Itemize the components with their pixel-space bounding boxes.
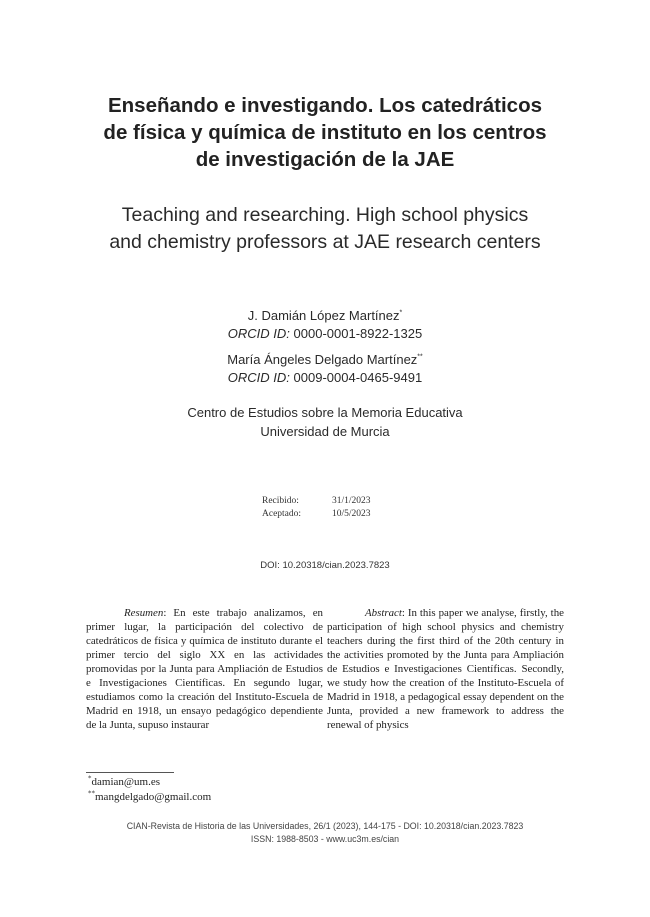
abstract-column	[327, 607, 564, 733]
abstract-paragraph	[327, 607, 564, 733]
footnote-divider	[86, 772, 174, 773]
author-footnote-mark: **	[417, 353, 423, 361]
received-date: 31/1/2023	[332, 496, 371, 506]
title-spanish-line: de investigación de la JAE	[195, 148, 455, 171]
submission-dates	[262, 495, 371, 520]
orcid-label: ORCID ID:	[227, 369, 290, 385]
author-orcid	[100, 369, 550, 387]
title-english-line: Teaching and researching. High school physics	[121, 204, 529, 226]
journal-citation: CIAN-Revista de Historia de las Universidades, 26/1 (2023), 144-175 - DOI: 10.20318/cian.2023.7823	[126, 821, 524, 831]
abstract-label: Abstract	[365, 607, 402, 619]
author-name: María Ángeles Delgado Martínez**	[227, 352, 423, 367]
accepted-label: Aceptado:	[262, 508, 302, 519]
doi: DOI: 10.20318/cian.2023.7823	[260, 560, 390, 571]
author-footnote-mark: *	[399, 309, 403, 317]
title-spanish-line: Enseñando e investigando. Los catedráticos	[107, 94, 543, 117]
accepted-date: 10/5/2023	[332, 508, 371, 519]
resumen-text: : En este trabajo analizamos, en primer lugar, la participación del colectivo de catedráticos de física y química de instituto durante el primer tercio del siglo XX en las actividades promovidas por la Junta para Ampliación de Estudios e Investigaciones Científicas. En segundo lugar, estudiamos como la creación del Instituto-Escuela de Madrid en 1918, un ensayo pedagógico dependiente de la Junta, supuso instaurar	[86, 607, 323, 731]
title-spanish-line: de física y química de instituto en los centros	[103, 121, 547, 144]
footnote-text: damian@um.es	[91, 776, 160, 788]
resumen-column	[86, 607, 323, 733]
footnote-mark: **	[88, 789, 95, 798]
title-spanish	[60, 92, 590, 173]
author-orcid	[100, 325, 550, 343]
footnote-text: mangdelgado@gmail.com	[95, 791, 212, 803]
orcid-id: 0000-0001-8922-1325	[293, 325, 423, 341]
orcid-id: 0009-0004-0465-9491	[293, 369, 423, 385]
journal-issn: ISSN: 1988-8503 - www.uc3m.es/cian	[250, 834, 400, 844]
institution-center: Centro de Estudios sobre la Memoria Educativa	[187, 405, 463, 420]
journal-footer	[60, 820, 590, 846]
title-english-line: and chemistry professors at JAE research centers	[109, 231, 541, 253]
footnote-email	[88, 776, 160, 788]
footnote-mark: *	[88, 774, 92, 783]
abstract-text: : In this paper we analyse, firstly, the participation of high school physics and chemistry teachers during the first third of the 20th century in the activities promoted by the Junta para Ampliación de Estudios e Investigaciones Científicas. Secondly, we study how the creation of the Instituto-Escuela of Madrid in 1918, a pedagogical essay dependent on the Junta, provided a new framework to address the renewal of physics	[327, 607, 564, 731]
institution	[100, 403, 550, 441]
resumen-paragraph	[86, 607, 323, 733]
title-english	[60, 202, 590, 256]
author-name: J. Damián López Martínez*	[247, 308, 403, 323]
orcid-label: ORCID ID:	[227, 325, 290, 341]
institution-university: Universidad de Murcia	[260, 424, 390, 439]
author-block	[100, 307, 550, 386]
received-label: Recibido:	[262, 496, 299, 506]
footnote-email	[88, 791, 211, 803]
resumen-label: Resumen	[124, 607, 164, 619]
